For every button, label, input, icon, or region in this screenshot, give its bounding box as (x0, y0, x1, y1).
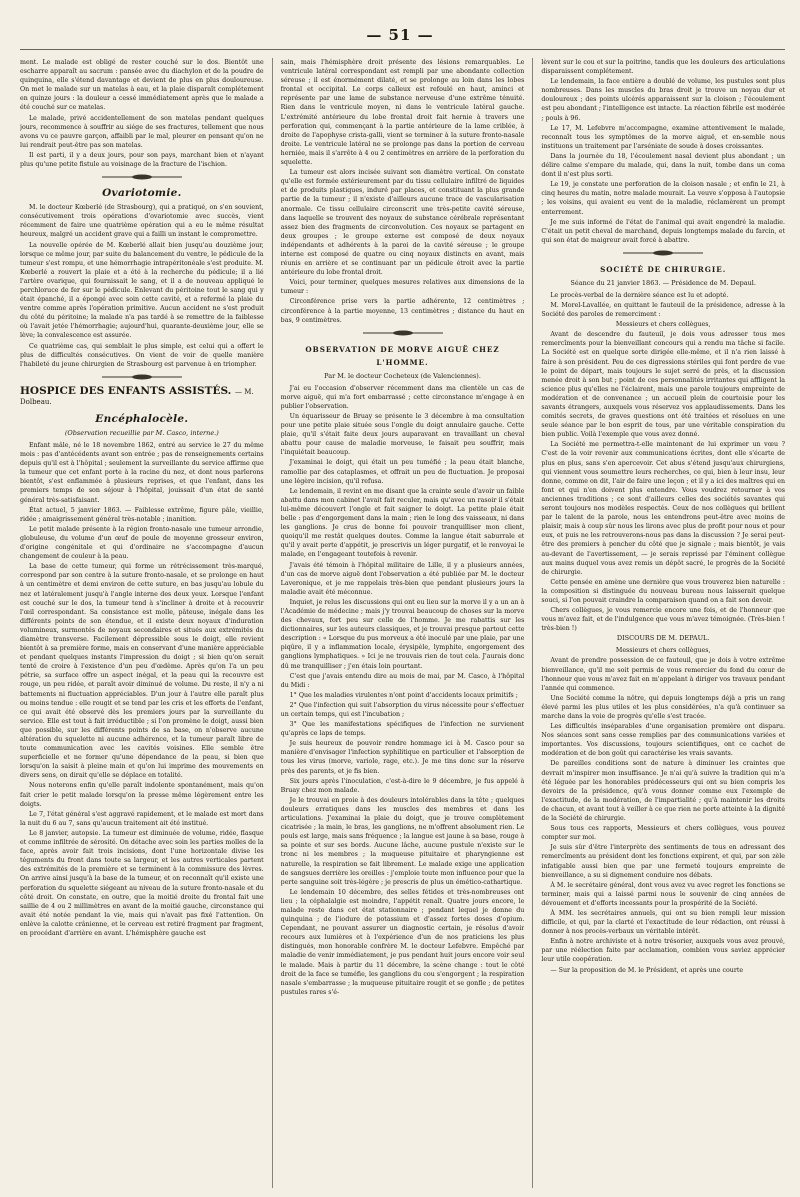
paragraph: Cette pensée en amène une dernière que vous trouverez bien naturelle : la composition si distinguée du nouveau bureau nous laisserait quelque souci, si l'on pouvait craindre la comparaison quand on a fait son devoir. (541, 578, 786, 604)
section-heading-morve: OBSERVATION DE MORVE AIGUË CHEZ L'HOMME. (305, 344, 500, 367)
paragraph: Messieurs et chers collègues, (615, 321, 711, 329)
paragraph: Enfin à notre archiviste et à notre trésorier, auxquels vous avez prouvé, par une réélection faite par acclamation, combien vous saviez apprécier leur utile coopération. (541, 938, 786, 964)
morve-author: Par M. le docteur Cocheteux (de Valenciennes). (324, 371, 481, 380)
paragraph: Le petit malade présente à la région fronto-nasale une tumeur arrondie, globuleuse, du volume d'un œuf de poule de moyenne grosseur environ, d'origine congénitale et qui d'ordinaire ne s'accompagne d'aucun changement de couleur à la peau. (20, 525, 264, 561)
page-number: — 51 — (366, 26, 434, 44)
header-rule (20, 49, 785, 50)
paragraph: Le 8 janvier, autopsie. La tumeur est diminuée de volume, ridée, flasque et comme infiltrée de sérosité. On détache avec soin les parties molles de la face, après avoir fait trois incisions, dont l'une horizontale divise les téguments du front dans toute sa largeur, et les autres verticales partent des extrémités de la première et se terminent à la commissure des lèvres. On arrive ainsi jusqu'à la base de la tumeur, et on reconnaît qu'il existe une perforation du squelette siégeant au niveau de la suture fronto-nasale et du côté droit. On constate, en outre, que la moitié droite du frontal fait une saillie de 4 ou 2 millimètres en avant de la moitié gauche, circonstance qui avait été notée pendant la vie, mais qui n'avait pas fixé l'attention. On enlève la calotte crânienne, et le cerveau est retiré fragment par fragment, en procédant d'arrière en avant. L'hémisphère gauche est (20, 829, 264, 937)
paragraph: Voici, pour terminer, quelques mesures relatives aux dimensions de la tumeur : (280, 279, 525, 296)
paragraph: État actuel, 5 janvier 1863. — Faiblesse extrême, figure pâle, vieillie, ridée ; amaigrissement général très-notable ; inanition. (20, 506, 264, 523)
paragraph: Enfant mâle, né le 18 novembre 1862, entré au service le 27 du même mois : pas d'antécédents avant son entrée ; pas de renseignements certains depuis qu'il est à l'hôpital ; seulement la surveillante du service affirme que la tumeur que cet enfant porte à la racine du nez, et dont nous parlerons bientôt, s'est enflammée à plusieurs reprises, et que l'enfant, dans les premiers temps de son séjour à l'hôpital, jouissait d'un état de santé général très-satisfaisant. (20, 442, 264, 504)
paragraph: M. Morel-Lavallée, en quittant le fauteuil de la présidence, adresse à la Société des paroles de remerciment : (541, 301, 786, 319)
paragraph: Je me suis informé de l'état de l'animal qui avait engendré la maladie. C'était un petit cheval de marchand, depuis longtemps malade du farcin, et qui son état de maigreur avait forcé à abattre. (541, 218, 786, 244)
paragraph: 3° Que les manifestations spécifiques de l'infection ne survienent qu'après ce laps de temps. (280, 721, 525, 738)
paragraph: La nouvelle opérée de M. Kœberlé allait bien jusqu'au douzième jour, lorsque ce même jour, par suite du balancement du ventre, le pédicule de la tumeur s'est rompu, et une hémorrhagie intrapéritonéale s'est produite. M. Kœberlé a rouvert la plaie et a été à la recherche du pédicule; il a lié l'artère ovarique, qui fournissait le sang, et il a de nouveau appliqué le perchloruce de fer sur le pédicule. Enlevant du péritoine tout le sang qui y était épanché, il a épongé avec soin cette cavité, et a refermé la plaie du ventre comme après l'opération primitive. Aucun accident ne s'est produit du côté du péritoine; la malade n'a pas tardé à se remettre de la faiblesse où l'avait jetée l'hémorrhagie; aujourd'hui, quarante-deuxième jour, elle se lève; la convalescence est assurée. (20, 241, 264, 340)
column-3 (541, 58, 785, 1188)
paragraph: Le malade, privé accidentellement de son matelas pendant quelques jours, recommence à souffrir au siége de ses fractures, tellement que nous avons vu ce pauvre garçon, affaibli par le mal, pleurer en pensant qu'on ne lui rendrait peut-être pas son matelas. (20, 114, 264, 149)
ornament-separator (623, 249, 703, 257)
paragraph: Inquiet, je relus les discussions qui ont eu lieu sur la morve il y a un an à l'Académie de médecine ; mais j'y trouvai beaucoup de choses sur la morve des chevaux, fort peu sur celle de l'homme. Je me rabattis sur les dictionnaires, sur les auteurs classiques, et je trouvai presque partout cette description : « Lorsque du pus morveux a été inoculé par une plaie, par une piqûre, il y a inflammation locale, érysipèle, lymphite, engorgement des ganglions lymphatiques. » Ici je ne trouvais rien de tout cela. J'aurais donc dû me tranquilliser ; j'en étais loin pourtant. (280, 598, 525, 670)
paragraph: J'ai eu l'occasion d'observer récemment dans ma clientèle un cas de morve aiguë, qui m'a fort embarrassé ; cette circonstance m'engage à en publier l'observation. (280, 384, 525, 410)
paragraph: À M. le secrétaire général, dont vous avez vu avec regret les fonctions se terminer, mais qui a laissé parmi nous le souvenir de cinq années de dévouement et d'efforts incessants pour la prospérité de la Société. (541, 881, 786, 907)
hospice-heading (20, 384, 264, 407)
hospice-title: HOSPICE DES ENFANTS ASSISTÉS. (20, 384, 232, 397)
paragraph: J'avais été témoin à l'hôpital militaire de Lille, il y a plusieurs années, d'un cas de morve aiguë dont l'observation a été publiée par M. le docteur Laveronique, et je me rappelais très-bien que pendant plusieurs jours la maladie avait été méconnue. (280, 561, 525, 596)
column-2 (281, 58, 525, 1188)
section-heading-encephalocele: Encéphalocèle. (95, 413, 189, 425)
paragraph: Messieurs et chers collègues, (615, 647, 711, 655)
paragraph: Sous tous ces rapports, Messieurs et chers collègues, vous pouvez compter sur moi. (541, 825, 786, 842)
paragraph: Le lendemain, il revint en me disant que la crainte seule d'avoir un faible abattu dans mon cabinet l'avait fait reculer, mais qu'avec un rasoir il s'était lui-même découvert l'ongle et fait saigner le doigt. La petite plaie était belle : pas d'engorgement dans la main ; rien le long des vaisseaux, ni dans les ganglions. Je crus de bonne foi pouvoir tranquilliser mon client, quoiqu'il me restât quelques doutes. Comme la langue était saburrale et qu'il y avait perte d'appétit, je prescrivis un léger purgatif, et le renvoyai le malade, en l'engageant toutefois à revenir. (280, 487, 525, 559)
columns (20, 58, 785, 1188)
paragraph: Avant de prendre possession de ce fauteuil, que je dois à votre extrême bienveillance, qu'il me soit permis de vous remercier du fond du cœur de l'honneur que vous m'avez fait en m'appelant à diriger vos travaux pendant l'année qui commence. (541, 657, 786, 692)
paragraph: Six jours après l'inoculation, c'est-à-dire le 9 décembre, je fus appelé à Bruay chez mon malade. (280, 777, 525, 794)
seance-line: Séance du 21 janvier 1863. — Présidence de M. Depaul. (570, 278, 756, 287)
paragraph: Il est parti, il y a deux jours, pour son pays, marchant bien et n'ayant plus qu'une petite fistule au voisinage de la fracture de l'ischion. (20, 151, 264, 169)
paragraph: La tumeur est alors incisée suivant son diamètre vertical. On constate qu'elle est formée extérieurement par du tissu cellulaire infiltré de liquides et de produits plastiques, induré par places, et constituant la plus grande partie de la tumeur ; il n'existe d'ailleurs aucune trace de vascularisation anormale. Ce tissu cellulaire circonscrit une très-petite cavité séreuse, dans laquelle se trouvent des noyaux de substance cérébrale représentant assez bien des fragments de circonvolution. Ces noyaux se partagent en deux groupes ; le groupe externe est composé de deux noyaux indépendants et adhérents à la paroi de la cavité séreuse ; le groupe interne est composé de quatre ou cinq noyaux distincts en avant, mais réunis en arrière et se continuant par un pédicule étroit avec la partie antérieure du lobe frontal droit. (280, 169, 525, 277)
paragraph: Le 7, l'état général s'est aggravé rapidement, et le malade est mort dans la nuit du 6 au 7, sans qu'aucun traitement ait été institué. (20, 810, 264, 827)
paragraph: De pareilles conditions sont de nature à diminuer les craintes que devrait m'inspirer mon insuffisance. Je n'ai qu'à suivre la tradition qui m'a été léguée par les honorables prédécesseurs qui ont su bien compris les devoirs de la présidence, qu'à vous donner comme eux l'exemple de l'exactitude, de la modération, de l'impartialité ; qu'à maintenir les droits de chacun, et avant tout à veiller à ce que rien ne porte atteinte à la dignité de la Société de chirurgie. (541, 760, 786, 823)
paragraph: Chers collègues, je vous remercie encore une fois, et de l'honneur que vous m'avez fait, et de l'indulgence que vous m'avez témoignée. (Très-bien ! très-bien !) (541, 607, 786, 633)
paragraph: La base de cette tumeur, qui forme un rétrécissement très-marqué, correspond par son centre à la suture fronto-nasale, et se prolonge en haut à un centimètre et demi environ de cette suture, en bas jusqu'au lobule du nez et latéralement jusqu'à l'angle interne des deux yeux. Lorsque l'enfant est couché sur le dos, la tumeur tend à s'incliner à droite et à recouvrir l'œil correspondant. Sa consistance est molle, pâteuse, inégale dans les différents points de son étendue, et il existe deux noyaux d'induration volumineux, surmontés de noyaux secondaires et situés aux extrémités du diamètre transverse. Facilement dépressible sous le doigt, elle revient bientôt à sa première forme, mais en conservant d'une manière appréciable et pendant quelques instants l'impression du doigt ; si bien qu'on serait tenté de croire à l'existence d'un peu d'œdème. Après qu'on l'a un peu pétrie, sa surface offre un aspect inégal, et la peau qui la recouvre est rouge, un peu ridée, et paraît avoir diminué de volume. Du reste, il n'y a ni battements ni fluctuation appréciables. D'un jour à l'autre elle paraît plus ou moins tendue : elle rougit et se tend par les cris et les efforts de l'enfant, ce qui avait été observé dès les premiers jours par la surveillante du service. Elle est tout à fait irréductible ; si l'on promène le doigt, aussi bien que possible, sur les différents points de sa base, on n'observe aucune altération du squelette ni aucune adhérence, et la tumeur paraît libre de toute communication avec les cavités voisines. Elle semble être superficielle et ne former qu'une dépendance de la peau, si bien que lorsqu'on la saisit à pleine main et qu'on lui imprime des mouvements en divers sens, on dirait qu'elle se déplace en totalité. (20, 563, 264, 780)
paragraph: Ce quatrième cas, qui semblait le plus simple, est celui qui a offert le plus de difficultés consécutives. On vient de voir de quelle manière l'habileté du jeune chirurgien de Strasbourg est parvenue à en triompher. (20, 342, 264, 368)
hospice-author: — M. Dolbeau. (20, 387, 254, 406)
paragraph: Un équarisseur de Bruay se présente le 3 décembre à ma consultation pour une petite plaie située sous l'ongle du doigt annulaire gauche. Cette plaie, qu'il s'était faite deux jours auparavant en travaillant un cheval abattu pour cause de maladie morveuse, le faisait peu souffrir, mais l'inquiétait beaucoup. (280, 413, 525, 457)
paragraph: lèvent sur le cou et sur la poitrine, tandis que les douleurs des articulations disparaissent complétement. (541, 59, 786, 76)
paragraph: sain, mais l'hémisphère droit présente des lésions remarquables. Le ventricule latéral correspondant est rempli par une abondante collection séreuse ; il est énormément dilaté, et se prolonge au loin dans les lobes frontal et occipital. Le corps calleux est refoulé en haut, aminci et représente par une lame de substance nerveuse d'une extrême ténuité. Rien dans le ventricule moyen, ni dans le ventricule latéral gauche. L'extrémité antérieure du lobe frontal droit fait hernie à travers une perforation qui, commençant à la partie antérieure de la lame criblée, à droite de l'apophyse crista-galli, vient se terminer à la suture fronto-nasale droite. Le ventricule latéral ne se prolonge pas dans la portion de cerveau herniée, mais il s'arrête à 4 ou 2 centimètres en arrière de la perforation du squelette. (280, 59, 525, 167)
ornament-separator (363, 329, 443, 337)
ornament-separator (102, 173, 182, 181)
paragraph: Le 19, je constate une perforation de la cloison nasale ; et enfin le 21, à cinq heures du matin, notre malade mourait. La veuve s'opposa à l'autopsie ; les voisins, qui avaient eu vent de la maladie, réclamèrent un prompt enterrement. (541, 181, 786, 216)
paragraph: Dans la journée du 18, l'écoulement nasal devient plus abondant ; un délire calme s'empare du malade, qui, dans la nuit, tombe dans un coma dont il n'est plus sorti. (541, 152, 786, 179)
column-1 (20, 58, 264, 1188)
paragraph: C'est que j'avais entendu dire au mois de mai, par M. Casco, à l'hôpital du Midi : (280, 672, 525, 689)
paragraph: Une Société comme la nôtre, qui depuis longtemps déjà a pris un rang élevé parmi les plus utiles et les plus considérées, n'a qu'à continuer sa marche dans la voie de progrès qu'elle s'est tracée. (541, 694, 786, 720)
paragraph: Les difficultés inséparables d'une organisation première ont disparu. Nos séances sont sans cesse remplies par des communications variées et importantes. Vos discussions, toujours scientifiques, ont ce cachet de modération et de bon goût qui caractérise les vrais savants. (541, 723, 786, 758)
discours-heading: DISCOURS DE M. DEPAUL. (616, 634, 710, 643)
observation-note: (Observation recueillie par M. Casco, interne.) (64, 429, 219, 437)
paragraph: Avant de descendre du fauteuil, je dois vous adresser tous mes remercîments pour la bienveillant concours qui a rendu ma tâche si facile. La Société est en quelque sorte dirigée elle-même, et il n'a rien laissé à faire à son président. Peu de ces digressions stériles qui font perdre de vue le point de départ, mais toujours le sujet serré de près, et la discussion menée droit à son but ; point de ces personnalités irritantes qui affligent la science plus qu'elles ne l'éclairent, mais une parole toujours empreinte de modération et de convenance ; un accueil plein de courtoisie pour les savants étrangers, auxquels vous réservez vos applaudissements. Dans les comités secrets, de graves questions ont été traitées et résolues en une seule séance par le bon esprit de tous, par une véritable conspiration du bien public. Voilà l'exemple que vous avez donné. (541, 331, 786, 439)
paragraph: Le lendemain, la face entière a doublé de volume, les pustules sont plus nombreuses. Dans les muscles du bras droit je trouve un noyau dur et douloureux ; des points ulcérés apparaissent sur la cloison ; l'écoulement est peu abondant ; l'intelligence est intacte. La réaction fébrile est modérée ; pouls à 96. (541, 78, 786, 122)
section-heading-ovariotomie: Ovariotomie. (102, 187, 182, 200)
column-divider (532, 58, 533, 1188)
column-divider (272, 58, 273, 1188)
paragraph: ment. Le malade est obligé de rester couché sur le dos. Bientôt une escharre apparaît au sacrum : pansée avec du diachylon et de la poudre de quinquina, elle s'étend davantage et devient de plus en plus douloureuse. On met le malade sur un matelas à eau, et la plaie disparaît complétement en quinze jours : la douleur a cessé immédiatement après que le malade a été couché sur ce matelas. (20, 59, 264, 112)
paragraph: Je suis sûr d'être l'interprète des sentiments de tous en adressant des remercîments au président dont les fonctions expirent, et qui, par son zèle infatigable aussi bien que par une fermeté toujours empreinte de bienveillance, a su si dignement conduire nos débats. (541, 844, 786, 879)
paragraph: Je suis heureux de pouvoir rendre hommage ici à M. Casco pour sa manière d'envisager l'infection syphilitique en particulier et l'absorption de tous les virus (morve, variole, rage, etc.). Je me tins donc sur la réserve près des parents, et je fis bien. (280, 740, 525, 775)
paragraph: La Société me permettra-t-elle maintenant de lui exprimer un vœu ? C'est de la voir revenir aux communications écrites, dont elle s'écarte de plus en plus, sans s'en apercevoir. Cet abus s'étend jusqu'aux chirurgiens, qui viennent vous soumettre leurs recherches, ce qui, bien à leur insu, leur donne, comme on dit, l'air de faire une leçon ; et il y a ici des maîtres qui en font et qui n'en doivent plus entendre. Vous voudrez retourner à vos anciennes traditions ; ce sont d'ailleurs celles des sociétés savantes qui seront toujours nos modèles respectés. Ceux de nos collègues qui brillent par le talent de la parole, nous les entendrons peut-être avec moins de plaisir, mais à coup sûr nous les lirons avec plus de profit pour nous et pour eux, et puis ne les retrouverons-nous pas dans la discussion ? Je serai peut-être des premiers à pencher du côté que je signale ; mais bientôt, je vais au-devant de l'avertissement, — je serais reprissé par l'éminent collègue aux mains duquel vous avez remis un dépôt sacré, le progrès de la Société de chirurgie. (541, 441, 786, 576)
paragraph: Circonférence prise vers la partie adhérente, 12 centimètres ; circonférence à la partie moyenne, 13 centimètres ; distance du haut en bas, 9 centimètres. (280, 298, 525, 324)
section-heading-societe: SOCIÉTÉ DE CHIRURGIE. (600, 264, 727, 274)
ornament-separator (102, 373, 182, 381)
paragraph: — Sur la proposition de M. le Président, et après une courte (550, 966, 744, 974)
paragraph: Nous noterons enfin qu'elle paraît indolente spontanément, mais qu'on fait crier le petit malade lorsqu'on la presse même légèrement entre les doigts. (20, 782, 264, 808)
paragraph: M. le docteur Kœberlé (de Strasbourg), qui a pratiqué, on s'en souvient, consécutivement trois opérations d'ovariotomie avec succès, vient récemment de faire une quatrième opération qui a eu le même résultat heureux, malgré un accident grave qui a failli un instant le compromettre. (20, 204, 264, 239)
paragraph: Je le trouvai en proie à des douleurs intolérables dans la tête ; quelques douleurs erratiques dans les muscles des membres et dans les articulations. J'examinai la plaie du doigt, que je trouve complètement cicatrisée ; la main, le bras, les ganglions, ne m'offrent absolument rien. Le pouls est large, mais sans fréquence ; la langue est jaune à sa base, rouge à sa pointe et sur ses bords. Aucune lâche, aucune pustule n'existe sur le tronc ni les membres ; la muqueuse pituitaire et pharyngienne est naturelle, la respiration se fait librement. Le malade exige une application de sangsues derrière les oreilles : j'emploie toute mon influence pour que la perte sanguine soit très-légère ; je prescris de plus un émético-cathartique. (280, 796, 525, 886)
paragraph: 2° Que l'infection qui suit l'absorption du virus nécessite pour s'effectuer un certain temps, qui est l'incubation ; (280, 701, 525, 718)
paragraph: J'examinai le doigt, qui était un peu tuméfié ; la peau était blanche, ramollie par des cataplasmes, et offrait un peu de fluctuation. Je proposai une légère incision, qu'il refusa. (280, 459, 525, 485)
paragraph: Le 17, M. Lefebvre m'accompagne, examine attentivement le malade, reconnaît tous les symptômes de la morve aiguë, et en-semble nous instituons un traitement par l'arséniate de soude à doses croissantes. (541, 124, 786, 150)
paragraph: 1° Que les maladies virulentes n'ont point d'accidents locaux primitifs ; (289, 691, 518, 699)
paragraph: Le lendemain 10 décembre, des selles fétides et très-nombreuses ont lieu ; la céphalalgie est moindre, l'appétit renaît. Quatre jours encore, le malade reste dans cet état stationnaire ; pendant lequel je donne du quinquina ; de l'iodure de potassium et d'assez fortes doses d'opium. Cependant, ne pouvant assurer un diagnostic certain, je résolus d'avoir recours aux lumières et à l'expérience d'un de nos praticiens les plus distingués, mon honorable confrère M. le docteur Lefebvre. Empêché par maladie de venir immédiatement, je pus pendant huit jours encore voir seul le malade. Mais à partir du 11 décembre, la scène change : tout le côté droit de la face se tuméfie, les ganglions du cou s'engorgent ; la respiration nasale s'embarrasse ; la muqueuse pituitaire rougit et se gonfle ; de petites pustules rares s'é- (280, 888, 525, 996)
paragraph: Le procès-verbal de la dernière séance est lu et adopté. (550, 291, 729, 299)
paragraph: À MM. les secrétaires annuels, qui ont su bien rempli leur mission difficile, et qui, par la clarté et l'exactitude de leur rédaction, ont réussi à donner à nos procès-verbaux un véritable intérêt. (541, 909, 786, 936)
